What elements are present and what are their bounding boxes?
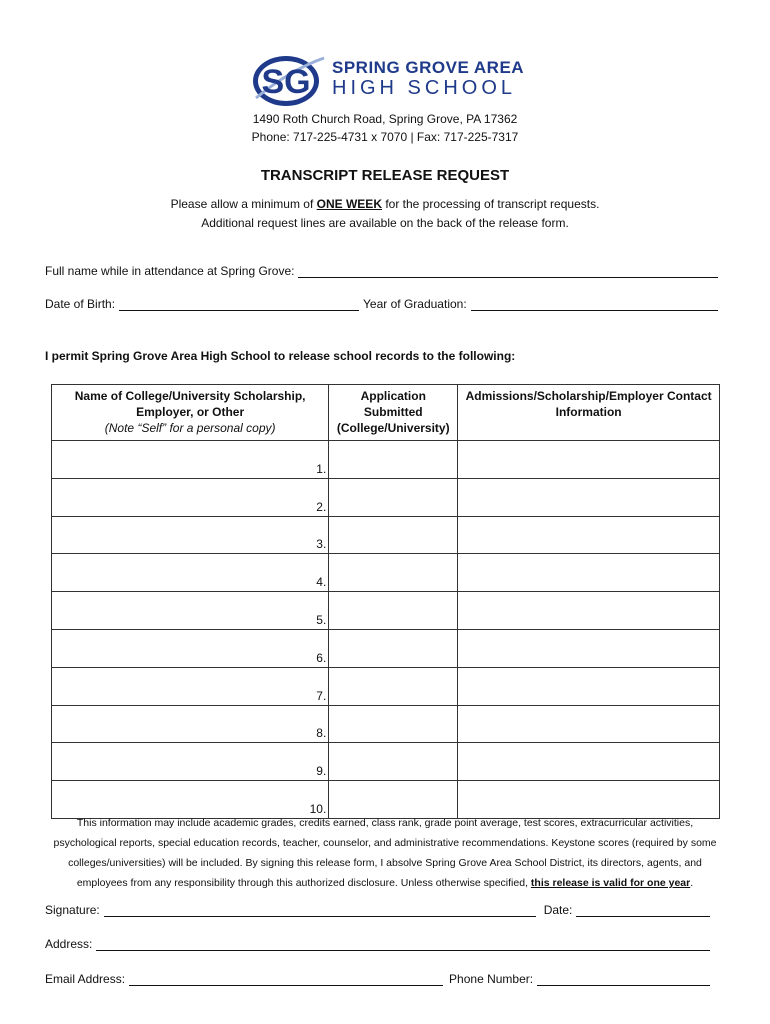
col-recipient-header: [52, 385, 329, 441]
full-name-row: [45, 264, 718, 278]
recipient-cell[interactable]: [52, 705, 329, 743]
row-number: 5.: [316, 612, 327, 627]
recipient-cell[interactable]: [52, 592, 329, 630]
col1-line1: Name of College/University Scholarship,: [74, 389, 306, 403]
application-cell[interactable]: [329, 478, 458, 516]
recipient-cell[interactable]: [52, 629, 329, 667]
release-disclaimer: [52, 813, 718, 893]
contact-cell[interactable]: [458, 629, 720, 667]
row-number: 7.: [316, 688, 327, 703]
table-row: [52, 554, 720, 592]
recipient-cell[interactable]: [52, 743, 329, 781]
recipient-cell[interactable]: [52, 441, 329, 479]
table-row: [52, 516, 720, 554]
school-name-line1: SPRING GROVE AREA: [332, 58, 525, 77]
row-number: 6.: [316, 650, 327, 665]
table-row: [52, 705, 720, 743]
dob-grad-row: [45, 297, 718, 311]
row-number: 2.: [316, 499, 327, 514]
permit-statement: I permit Spring Grove Area High School to release school records to the following:: [45, 349, 516, 363]
notice-prefix: Please allow a minimum of: [170, 197, 317, 211]
signature-field[interactable]: [104, 903, 536, 917]
contact-cell[interactable]: [458, 516, 720, 554]
additional-lines-notice: Additional request lines are available on the back of the release form.: [201, 216, 569, 230]
contact-cell[interactable]: [458, 592, 720, 630]
table-row: [52, 441, 720, 479]
col2-line1: Application: [360, 389, 426, 403]
recipient-cell[interactable]: [52, 554, 329, 592]
contact-cell[interactable]: [458, 478, 720, 516]
disclaimer-end: .: [690, 877, 694, 889]
email-label: Email Address:: [45, 972, 126, 986]
signature-row: [45, 903, 710, 917]
full-name-label: Full name while in attendance at Spring Grove:: [45, 264, 295, 278]
address-label: Address:: [45, 937, 93, 951]
email-field[interactable]: [129, 972, 443, 986]
col3-line2: Information: [555, 405, 622, 419]
table-header-row: [52, 385, 720, 441]
recipient-cell[interactable]: [52, 478, 329, 516]
col1-line2: Employer, or Other: [136, 405, 245, 419]
application-cell[interactable]: [329, 554, 458, 592]
application-cell[interactable]: [329, 743, 458, 781]
notice-suffix: for the processing of transcript requests.: [381, 197, 600, 211]
signature-label: Signature:: [45, 903, 100, 917]
contact-cell[interactable]: [458, 441, 720, 479]
row-number: 8.: [316, 726, 327, 741]
grad-year-field[interactable]: [471, 297, 718, 311]
col2-line2: Submitted: [363, 405, 423, 419]
date-label: Date:: [543, 903, 573, 917]
address-row: [45, 937, 710, 951]
email-phone-row: [45, 972, 710, 986]
row-number: 9.: [316, 764, 327, 779]
date-field[interactable]: [576, 903, 710, 917]
phone-label: Phone Number:: [449, 972, 534, 986]
school-contact: Phone: 717-225-4731 x 7070 | Fax: 717-225-7317: [251, 130, 519, 144]
table-row: [52, 743, 720, 781]
dob-label: Date of Birth:: [45, 297, 116, 311]
sg-emblem-icon: [250, 50, 330, 112]
application-cell[interactable]: [329, 516, 458, 554]
form-title: TRANSCRIPT RELEASE REQUEST: [260, 167, 510, 184]
application-cell[interactable]: [329, 705, 458, 743]
disclaimer-text: This information may include academic grades, credits earned, class rank, grade point average, test scores, extracurricular activities, psychological reports, special education records, teacher, counselor, and administrative recommendations. Keystone scores (required by some colleges/universities) will be included. By signing this release form, I absolve Spring Grove Area School District, its directors, agents, and employees from any responsibility through this authorized disclosure. Unless otherwise specified,: [53, 817, 717, 889]
table-row: [52, 478, 720, 516]
school-logo: [250, 50, 530, 112]
address-field[interactable]: [96, 937, 710, 951]
table-row: [52, 667, 720, 705]
school-address: 1490 Roth Church Road, Spring Grove, PA 17362: [252, 112, 518, 126]
validity-emphasis: this release is valid for one year: [530, 877, 691, 889]
logo-monogram: SG: [261, 63, 311, 101]
processing-notice: [0, 197, 770, 211]
contact-cell[interactable]: [458, 554, 720, 592]
full-name-field[interactable]: [298, 264, 718, 278]
col-application-header: [329, 385, 458, 441]
row-number: 10.: [309, 801, 327, 816]
recipient-cell[interactable]: [52, 516, 329, 554]
grad-year-label: Year of Graduation:: [363, 297, 467, 311]
school-name-line2: HIGH SCHOOL: [332, 77, 517, 99]
application-cell[interactable]: [329, 629, 458, 667]
release-records-table: [51, 384, 720, 819]
application-cell[interactable]: [329, 592, 458, 630]
dob-field[interactable]: [119, 297, 359, 311]
phone-field[interactable]: [537, 972, 710, 986]
col-contact-header: [458, 385, 720, 441]
notice-emphasis: ONE WEEK: [316, 197, 382, 211]
row-number: 1.: [316, 461, 327, 476]
row-number: 4.: [316, 575, 327, 590]
row-number: 3.: [316, 537, 327, 552]
col3-line1: Admissions/Scholarship/Employer Contact: [465, 389, 712, 403]
contact-cell[interactable]: [458, 743, 720, 781]
col2-line3: (College/University): [336, 421, 450, 435]
table-row: [52, 592, 720, 630]
application-cell[interactable]: [329, 441, 458, 479]
col1-note: (Note “Self” for a personal copy): [104, 421, 276, 435]
table-row: [52, 629, 720, 667]
recipient-cell[interactable]: [52, 667, 329, 705]
contact-cell[interactable]: [458, 667, 720, 705]
contact-cell[interactable]: [458, 705, 720, 743]
application-cell[interactable]: [329, 667, 458, 705]
